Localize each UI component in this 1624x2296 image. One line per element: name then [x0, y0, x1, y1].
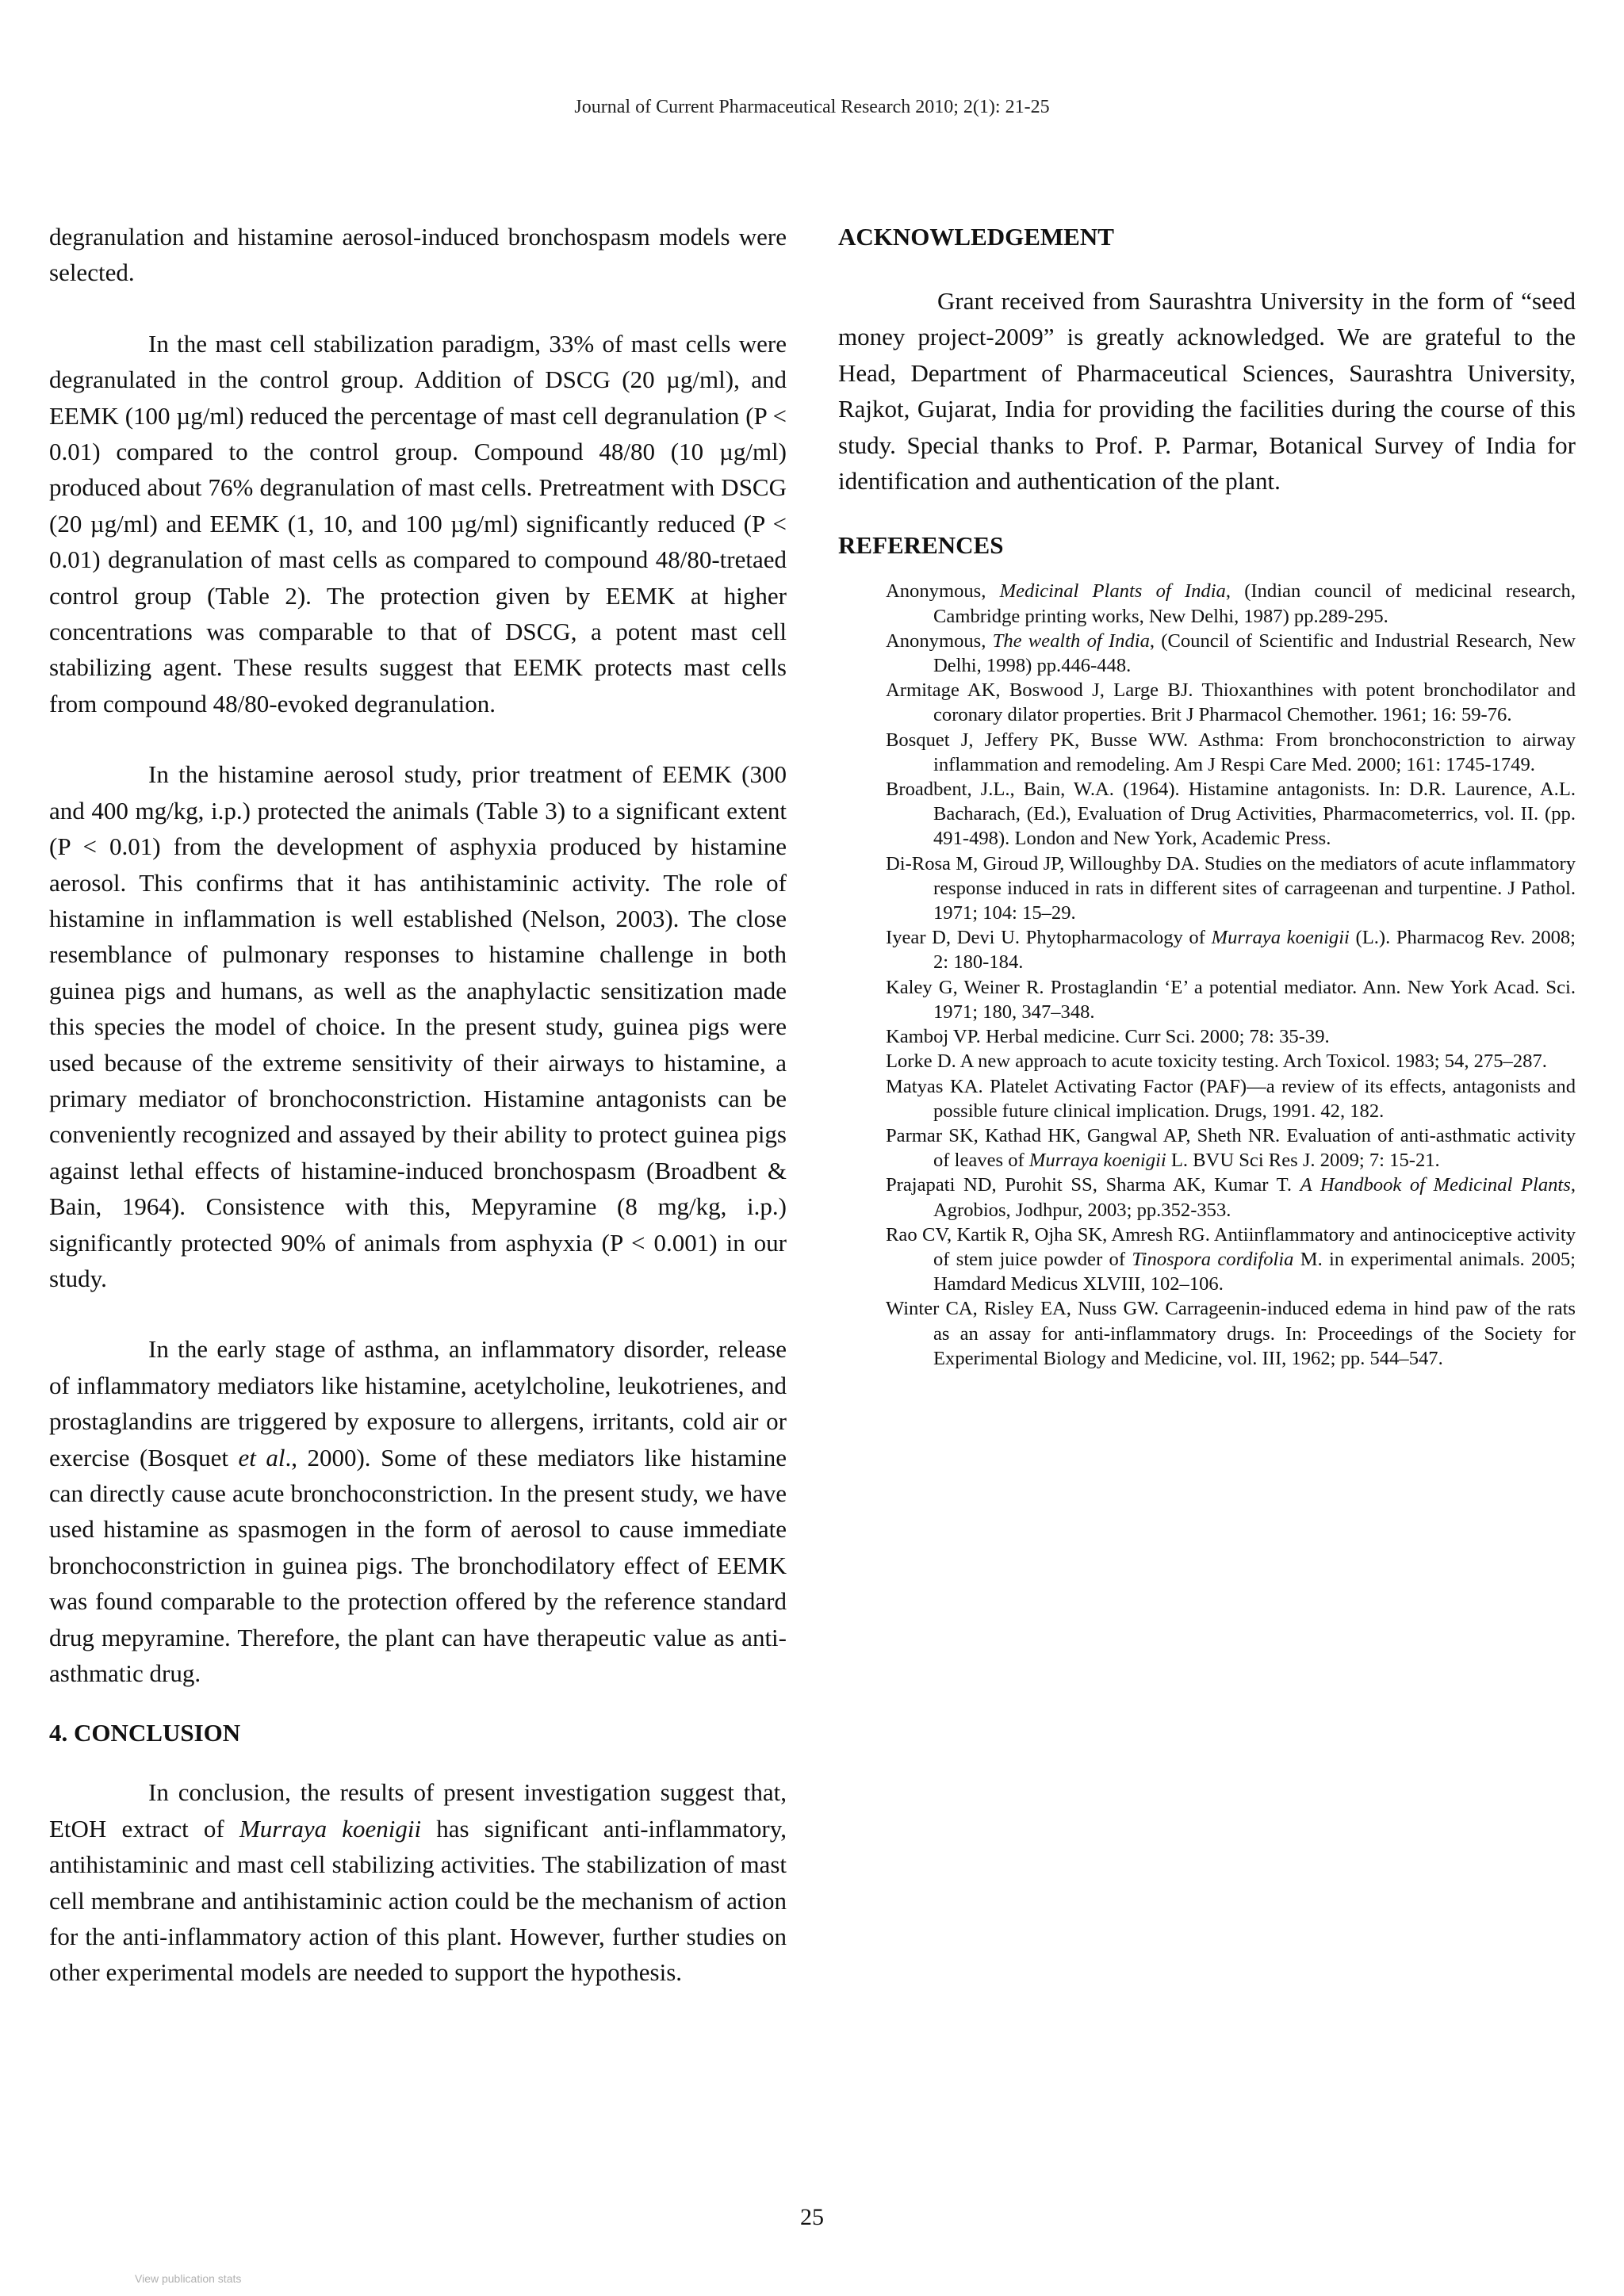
reference-item: Kaley G, Weiner R. Prostaglandin ‘E’ a potential mediator. Ann. New York Acad. Sci. 1971; 180, 347–348. [886, 976, 1576, 1023]
paragraph-mast-cell: In the mast cell stabilization paradigm, 33% of mast cells were degranulated in the control group. Addition of DSCG (20 µg/ml), and EEMK (100 µg/ml) reduced the percentage of mast cell degranulation (P < 0.01) compared to the control group. Compound 48/80 (10 µg/ml) produced about 76% degranulation of mast cells. Pretreatment with DSCG (20 µg/ml) and EEMK (1, 10, and 100 µg/ml) significantly reduced (P < 0.01) degranulation of mast cells as compared to compound 48/80-tretaed control group (Table 2). The protection given by EEMK at higher concentrations was comparable to that of DSCG, a potent mast cell stabilizing agent. These results suggest that EEMK protects mast cells from compound 48/80-evoked degranulation. [49, 329, 787, 718]
paragraph-models: degranulation and histamine aerosol-induced bronchospasm models were selected. [49, 223, 787, 287]
left-column [49, 219, 787, 1991]
references-heading: REFERENCES [838, 531, 1004, 560]
reference-item: Bosquet J, Jeffery PK, Busse WW. Asthma: From bronchoconstriction to airway inflammation and remodeling. Am J Respi Care Med. 2000; 161: 1745-1749. [886, 729, 1576, 775]
reference-item: Lorke D. A new approach to acute toxicity testing. Arch Toxicol. 1983; 54, 275–287. [886, 1050, 1547, 1073]
paragraph-conclusion: In conclusion, the results of present investigation suggest that, EtOH extract of Murraya koenigii has significant anti-inflammatory, antihistaminic and mast cell stabilizing activities. The stabilization of mast cell membrane and antihistaminic action could be the mechanism of action for the anti-inflammatory action of this plant. However, further studies on other experimental models are needed to support the hypothesis. [49, 1778, 787, 1987]
page-number: 25 [800, 2204, 824, 2230]
reference-item: Parmar SK, Kathad HK, Gangwal AP, Sheth NR. Evaluation of anti-asthmatic activity of leaves of Murraya koenigii L. BVU Sci Res J. 2009; 7: 15-21. [886, 1124, 1576, 1172]
running-head: Journal of Current Pharmaceutical Research 2010; 2(1): 21-25 [574, 97, 1050, 117]
reference-item: Armitage AK, Boswood J, Large BJ. Thioxanthines with potent bronchodilator and coronary dilator properties. Brit J Pharmacol Chemother. 1961; 16: 59-76. [886, 679, 1576, 726]
reference-item: Anonymous, The wealth of India, (Council of Scientific and Industrial Research, New Delhi, 1998) pp.446-448. [886, 629, 1576, 677]
reference-item: Rao CV, Kartik R, Ojha SK, Amresh RG. Antiinflammatory and antinociceptive activity of stem juice powder of Tinospora cordifolia M. in experimental animals. 2005; Hamdard Medicus XLVIII, 102–106. [886, 1223, 1576, 1295]
reference-item: Iyear D, Devi U. Phytopharmacology of Murraya koenigii (L.). Pharmacog Rev. 2008; 2: 180-184. [886, 927, 1576, 974]
paragraph-asthma: In the early stage of asthma, an inflammatory disorder, release of inflammatory mediators like histamine, acetylcholine, leukotrienes, and prostaglandins are triggered by exposure to allergens, irritants, cold air or exercise (Bosquet et al., 2000). Some of these mediators like histamine can directly cause acute bronchoconstriction. In the present study, we have used histamine as spasmogen in the form of aerosol to cause immediate bronchoconstriction in guinea pigs. The bronchodilatory effect of EEMK was found comparable to the protection offered by the reference standard drug mepyramine. Therefore, the plant can have therapeutic value as anti-asthmatic drug. [49, 1335, 787, 1688]
acknowledgement-heading: ACKNOWLEDGEMENT [838, 223, 1114, 251]
reference-item: Matyas KA. Platelet Activating Factor (PAF)—a review of its effects, antagonists and possible future clinical implication. Drugs, 1991. 42, 182. [886, 1075, 1576, 1122]
reference-list [838, 579, 1576, 1371]
reference-item: Anonymous, Medicinal Plants of India, (Indian council of medicinal research, Cambridge printing works, New Delhi, 1987) pp.289-295. [886, 580, 1576, 627]
reference-item: Winter CA, Risley EA, Nuss GW. Carrageenin-induced edema in hind paw of the rats as an assay for anti-inflammatory drugs. In: Proceedings of the Society for Experimental Biology and Medicine, vol. III, 1962; pp. 544–547. [886, 1298, 1576, 1369]
conclusion-heading: 4. CONCLUSION [49, 1719, 241, 1747]
reference-item: Broadbent, J.L., Bain, W.A. (1964). Histamine antagonists. In: D.R. Laurence, A.L. Bacharach, (Ed.), Evaluation of Drug Activities, Pharmacometerrics, vol. II. (pp. 491-498). London and New York, Academic Press. [886, 779, 1576, 850]
species-name: Murraya koenigii [239, 1814, 422, 1843]
et-al: et al [238, 1443, 285, 1471]
view-publication-stats-link[interactable]: View publication stats [135, 2272, 242, 2285]
paragraph-acknowledgement: Grant received from Saurashtra University in the form of “seed money project-2009” is greatly acknowledged. We are grateful to the Head, Department of Pharmaceutical Sciences, Saurashtra University, Rajkot, Gujarat, India for providing the facilities during the course of this study. Special thanks to Prof. P. Parmar, Botanical Survey of India for identification and authentication of the plant. [838, 287, 1576, 496]
reference-item: Prajapati ND, Purohit SS, Sharma AK, Kumar T. A Handbook of Medicinal Plants, Agrobios, Jodhpur, 2003; pp.352-353. [886, 1174, 1576, 1221]
reference-item: Di-Rosa M, Giroud JP, Willoughby DA. Studies on the mediators of acute inflammatory response induced in rats in different sites of carrageenan and turpentine. J Pathol. 1971; 104: 15–29. [886, 852, 1576, 924]
reference-item: Kamboj VP. Herbal medicine. Curr Sci. 2000; 78: 35-39. [886, 1026, 1330, 1048]
right-column [838, 219, 1576, 1371]
paragraph-histamine-aerosol: In the histamine aerosol study, prior treatment of EEMK (300 and 400 mg/kg, i.p.) protected the animals (Table 3) to a significant extent (P < 0.01) from the development of asphyxia produced by histamine aerosol. This confirms that it has antihistaminic activity. The role of histamine in inflammation is well established (Nelson, 2003). The close resemblance of pulmonary responses to histamine challenge in both guinea pigs and humans, as well as the anaphylactic sensitization made this species the model of choice. In the present study, guinea pigs were used because of the extreme sensitivity of their airways to histamine, a primary mediator of bronchoconstriction. Histamine antagonists can be conveniently recognized and assayed by their ability to protect guinea pigs against lethal effects of histamine-induced bronchospasm (Broadbent & Bain, 1964). Consistence with this, Mepyramine (8 mg/kg, i.p.) significantly protected 90% of animals from asphyxia (P < 0.001) in our study. [49, 760, 787, 1292]
